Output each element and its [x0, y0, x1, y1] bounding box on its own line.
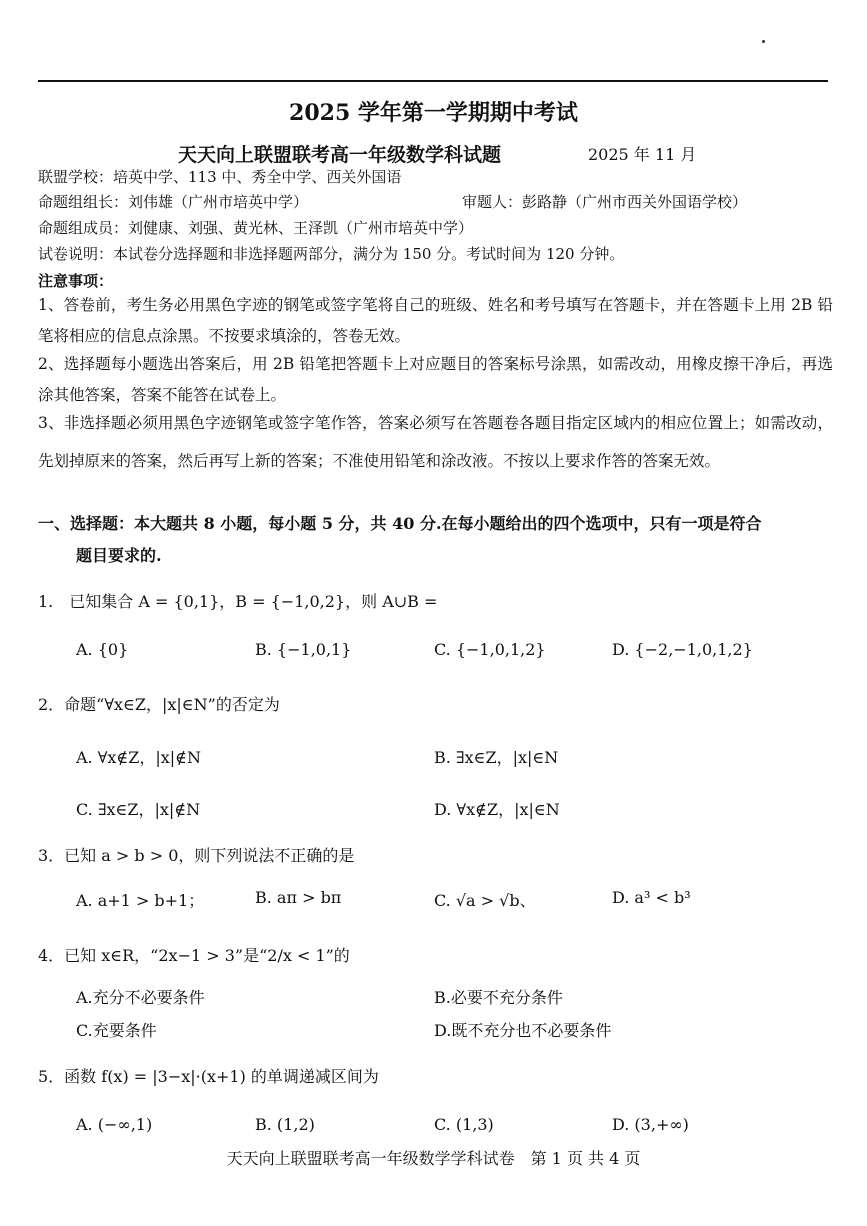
- question-3-option-c: C. √a > √b、: [434, 891, 536, 910]
- exam-title: 2025 学年第一学期期中考试: [289, 100, 578, 126]
- question-5-option-d: D. (3,+∞): [612, 1115, 689, 1134]
- question-4-option-d: D.既不充分也不必要条件: [434, 1021, 612, 1040]
- note-item-2: 2、选择题每小题选出答案后，用 2B 铅笔把答题卡上对应题目的答案标号涂黑，如需改动，用橡皮擦干净后，再选涂其他答案，答案不能答在试卷上。: [38, 355, 833, 404]
- question-3-option-b: B. aπ > bπ: [255, 888, 342, 907]
- section-heading-line1: 一、选择题：本大题共 8 小题，每小题 5 分，共 40 分.在每小题给出的四个选项中，只有一项是符合: [38, 514, 762, 533]
- info-leader: 命题组组长：刘伟雄（广州市培英中学）: [38, 193, 309, 211]
- question-2-option-d: D. ∀x∉Z，|x|∈N: [434, 800, 560, 819]
- question-5-stem: 5．函数 f(x) = |3−x|·(x+1) 的单调递减区间为: [38, 1067, 379, 1086]
- question-1-option-a: A. {0}: [76, 640, 129, 659]
- header-rule: [38, 80, 828, 82]
- question-2-option-a: A. ∀x∉Z，|x|∉N: [76, 748, 202, 767]
- question-1-option-d: D. {−2,−1,0,1,2}: [612, 640, 753, 659]
- notes-heading: 注意事项：: [38, 272, 114, 290]
- question-2-option-b: B. ∃x∈Z，|x|∈N: [434, 748, 559, 767]
- question-2-option-c: C. ∃x∈Z，|x|∉N: [76, 800, 201, 819]
- info-reviewer: 审题人：彭路静（广州市西关外国语学校）: [462, 193, 748, 211]
- question-4-option-b: B.必要不充分条件: [434, 988, 563, 1007]
- question-3-option-d: D. a³ < b³: [612, 888, 691, 907]
- info-members: 命题组成员：刘健康、刘强、黄光林、王泽凯（广州市培英中学）: [38, 219, 474, 237]
- question-2-stem: 2．命题“∀x∈Z，|x|∈N”的否定为: [38, 695, 280, 714]
- question-5-option-b: B. (1,2): [255, 1115, 315, 1134]
- scan-speck: [762, 40, 765, 43]
- question-3-stem: 3．已知 a > b > 0，则下列说法不正确的是: [38, 846, 355, 865]
- question-4-option-a: A.充分不必要条件: [76, 988, 205, 1007]
- page-footer: 天天向上联盟联考高一年级数学学科试卷 第 1 页 共 4 页: [226, 1149, 641, 1168]
- note-item-1: 1、答卷前，考生务必用黑色字迹的钢笔或签字笔将自己的班级、姓名和考号填写在答题卡，并在答题卡上用 2B 铅笔将相应的信息点涂黑。不按要求填涂的，答卷无效。: [38, 296, 833, 345]
- question-4-stem: 4．已知 x∈R，“2x−1 > 3”是“2/x < 1”的: [38, 946, 350, 965]
- section-heading-line2: 题目要求的.: [76, 546, 162, 565]
- question-1-option-b: B. {−1,0,1}: [255, 640, 352, 659]
- note-item-3: 3、非选择题必须用黑色字迹钢笔或签字笔作答，答案必须写在答题卷各题目指定区域内的相应位置上；如需改动，先划掉原来的答案，然后再写上新的答案；不准使用铅笔和涂改液。不按以上要求作答的答案无效。: [38, 414, 833, 470]
- question-3-option-a: A. a+1 > b+1；: [76, 891, 205, 910]
- info-description: 试卷说明：本试卷分选择题和非选择题两部分，满分为 150 分。考试时间为 120 分钟。: [38, 245, 625, 263]
- exam-subtitle: 天天向上联盟联考高一年级数学科试题: [178, 144, 502, 166]
- info-schools: 联盟学校：培英中学、113 中、秀全中学、西关外国语: [38, 168, 402, 186]
- question-5-option-a: A. (−∞,1): [76, 1115, 153, 1134]
- question-5-option-c: C. (1,3): [434, 1115, 494, 1134]
- exam-date: 2025 年 11 月: [588, 145, 697, 164]
- question-1-stem: 1. 已知集合 A = {0,1}，B = {−1,0,2}，则 A∪B =: [38, 592, 438, 611]
- question-1-option-c: C. {−1,0,1,2}: [434, 640, 546, 659]
- question-4-option-c: C.充要条件: [76, 1021, 157, 1040]
